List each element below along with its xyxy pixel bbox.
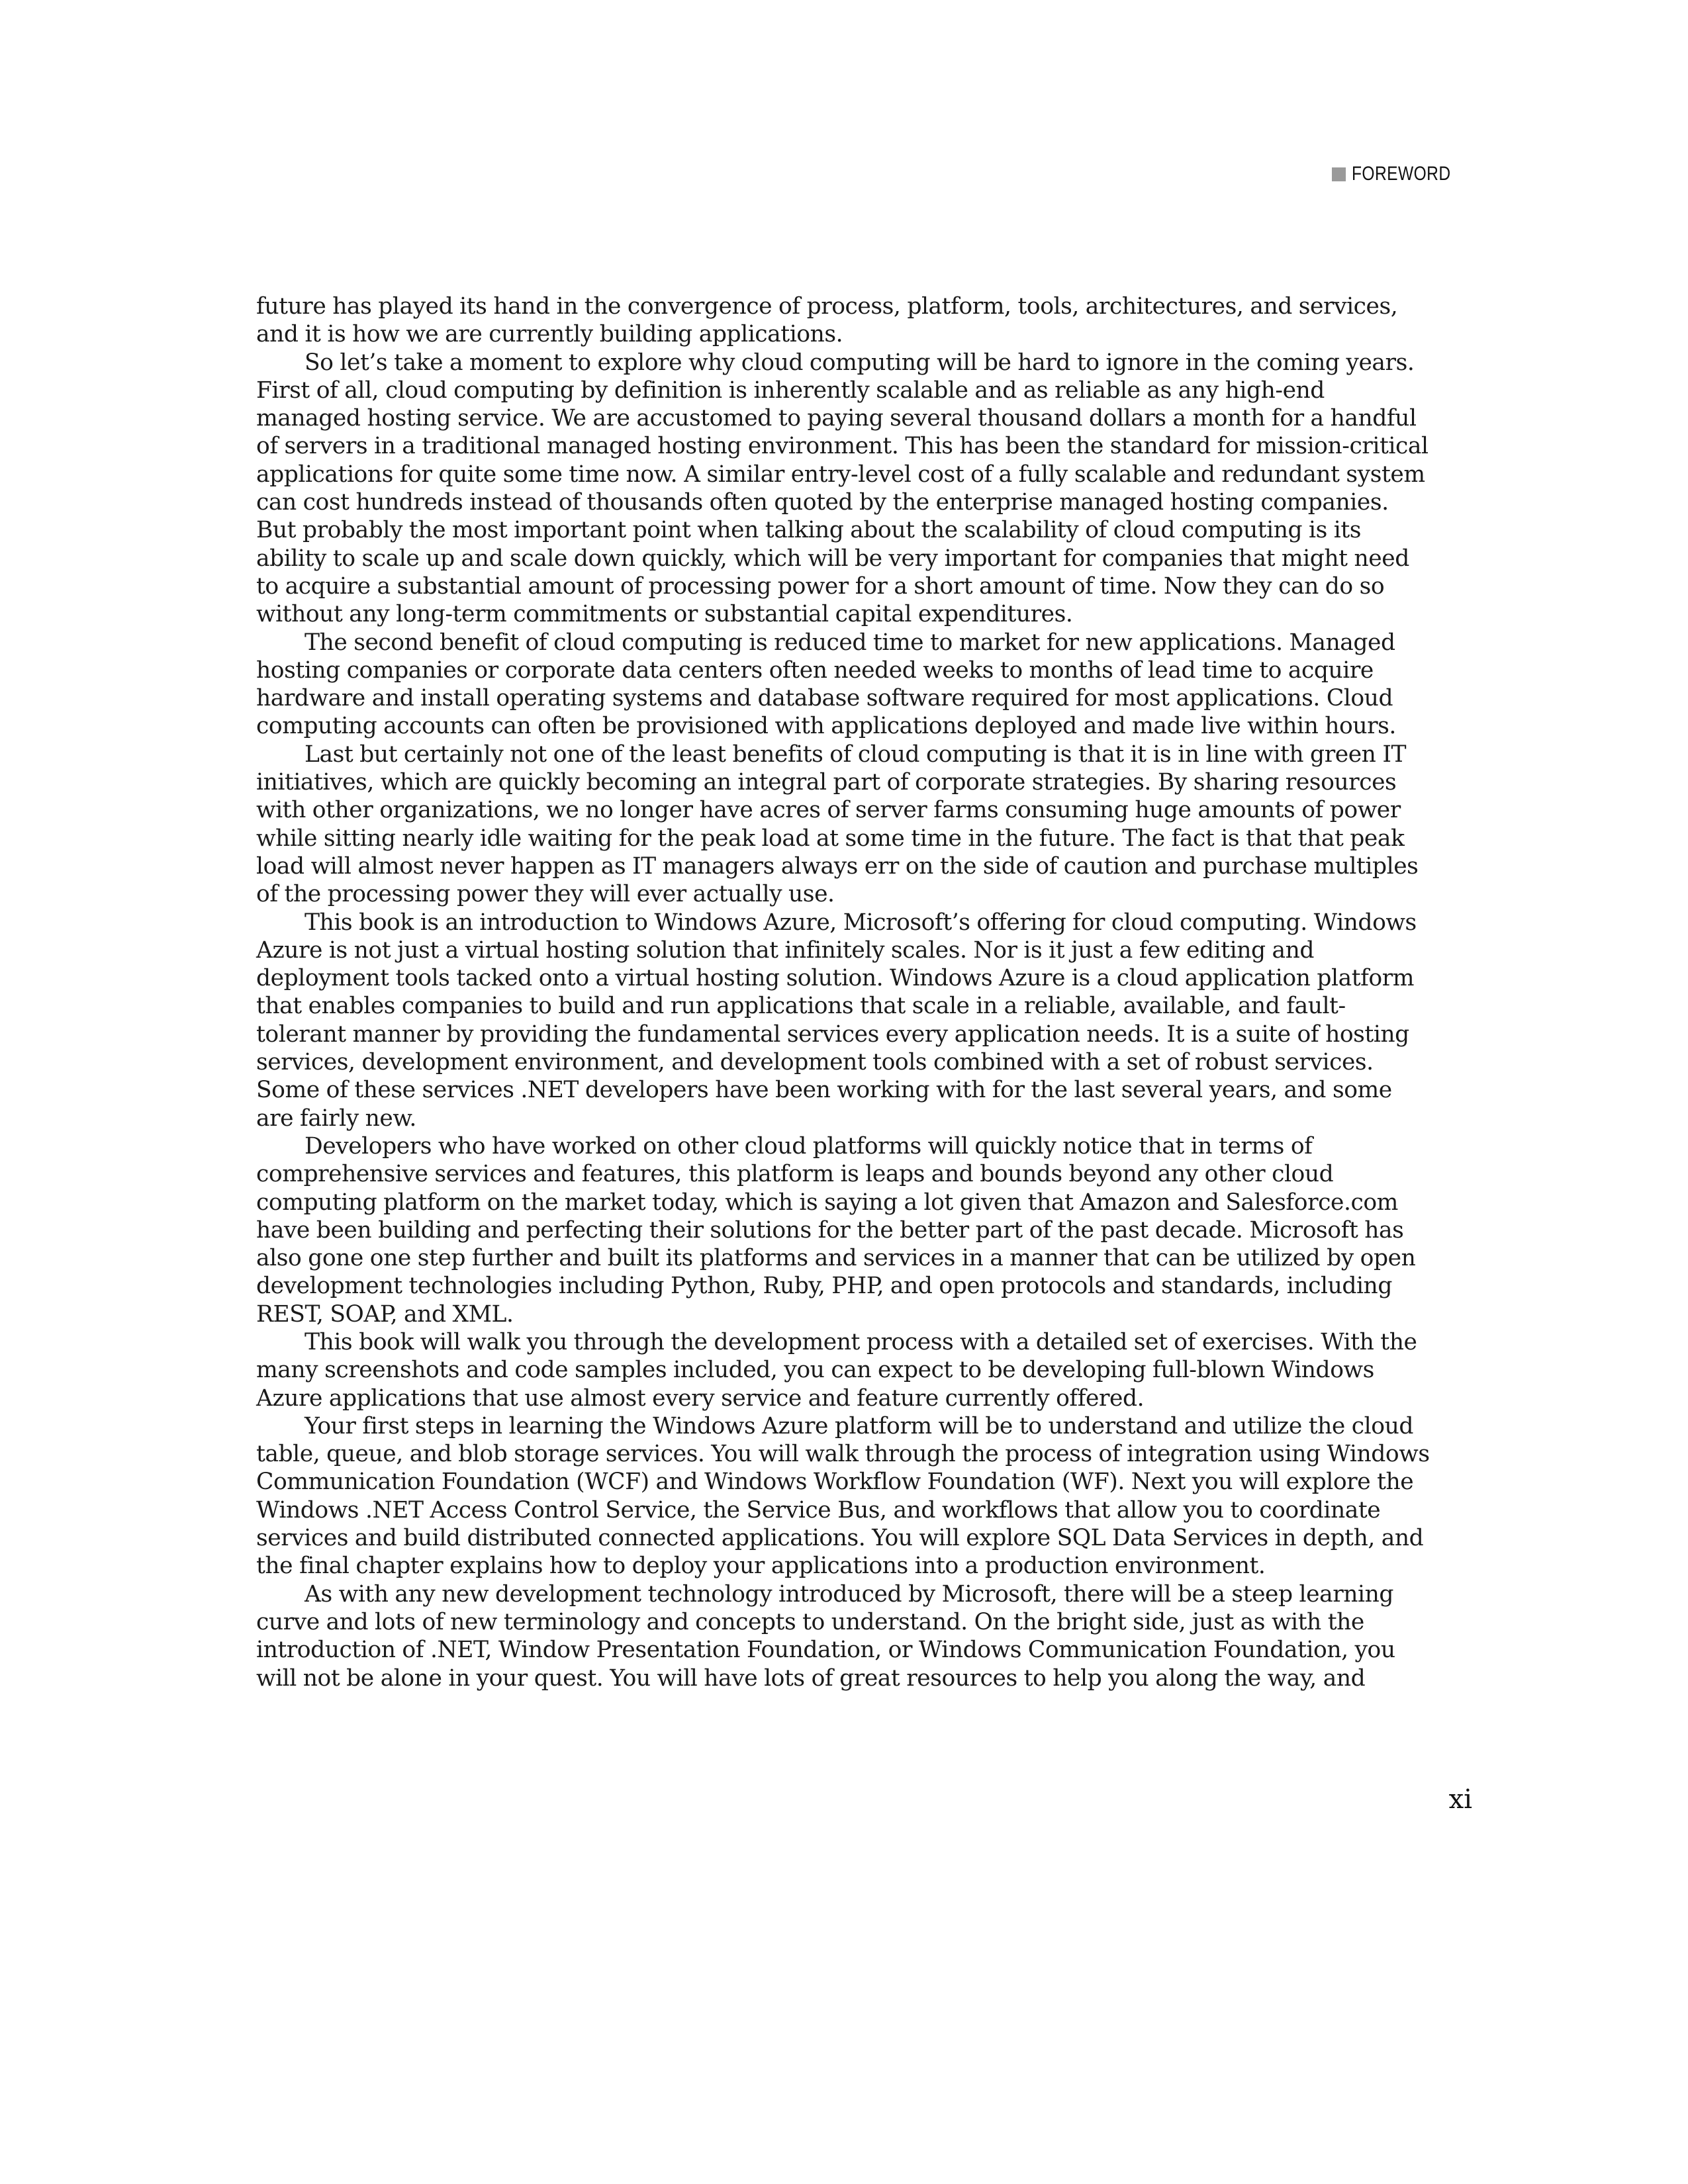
body-text	[256, 293, 1433, 1692]
paragraph: So let’s take a moment to explore why cloud computing will be hard to ignore in the coming years. First of all, cloud computing by definition is inherently scalable and as reliable as any high-end managed hosting service. We are accustomed to paying several thousand dollars a month for a handful of servers in a traditional managed hosting environment. This has been the standard for mission-critical applications for quite some time now. A similar entry-level cost of a fully scalable and redundant system can cost hundreds instead of thousands often quoted by the enterprise managed hosting companies. But probably the most important point when talking about the scalability of cloud computing is its ability to scale up and scale down quickly, which will be very important for companies that might need to acquire a substantial amount of processing power for a short amount of time. Now they can do so without any long-term commitments or substantial capital expenditures.	[256, 349, 1429, 628]
paragraph: Last but certainly not one of the least benefits of cloud computing is that it is in line with green IT initiatives, which are quickly becoming an integral part of corporate strategies. By sharing resources with other organizations, we no longer have acres of server farms consuming huge amounts of power while sitting nearly idle waiting for the peak load at some time in the future. The fact is that that peak load will almost never happen as IT managers always err on the side of caution and purchase multiples of the processing power they will ever actually use.	[256, 741, 1419, 908]
page-number: xi	[1448, 1784, 1472, 1815]
paragraph: future has played its hand in the convergence of process, platform, tools, architectures, and services, and it is how we are currently building applications.	[256, 293, 1398, 348]
paragraph: Your first steps in learning the Windows Azure platform will be to understand and utilize the cloud table, queue, and blob storage services. You will walk through the process of integration using Windows Communication Foundation (WCF) and Windows Workflow Foundation (WF). Next you will explore the Windows .NET Access Control Service, the Service Bus, and workflows that allow you to coordinate services and build distributed connected applications. You will explore SQL Data Services in depth, and the final chapter explains how to deploy your applications into a production environment.	[256, 1412, 1430, 1580]
paragraph: This book is an introduction to Windows Azure, Microsoft’s offering for cloud computing. Windows Azure is not just a virtual hosting solution that infinitely scales. Nor is it just a few editing and deployment tools tacked onto a virtual hosting solution. Windows Azure is a cloud application platform that enables companies to build and run applications that scale in a reliable, available, and fault-tolerant manner by providing the fundamental services every application needs. It is a suite of hosting services, development environment, and development tools combined with a set of robust services. Some of these services .NET developers have been working with for the last several years, and some are fairly new.	[256, 909, 1417, 1132]
paragraph: This book will walk you through the development process with a detailed set of exercises. With the many screenshots and code samples included, you can expect to be developing full-blown Windows Azure applications that use almost every service and feature currently offered.	[256, 1328, 1417, 1412]
paragraph: The second benefit of cloud computing is reduced time to market for new applications. Managed hosting companies or corporate data centers often needed weeks to months of lead time to acquire hardware and install operating systems and database software required for most applications. Cloud computing accounts can often be provisioned with applications deployed and made live within hours.	[256, 629, 1396, 740]
running-head-square-icon	[1332, 167, 1346, 181]
paragraph: Developers who have worked on other cloud platforms will quickly notice that in terms of comprehensive services and features, this platform is leaps and bounds beyond any other cloud computing platform on the market today, which is saying a lot given that Amazon and Salesforce.com have been building and perfecting their solutions for the better part of the past decade. Microsoft has also gone one step further and built its platforms and services in a manner that can be utilized by open development technologies including Python, Ruby, PHP, and open protocols and standards, including REST, SOAP, and XML.	[256, 1132, 1416, 1328]
running-head	[1332, 163, 1472, 185]
running-head-section: FOREWORD	[1351, 163, 1451, 185]
paragraph: As with any new development technology introduced by Microsoft, there will be a steep learning curve and lots of new terminology and concepts to understand. On the bright side, just as with the introduction of .NET, Window Presentation Foundation, or Windows Communication Foundation, you will not be alone in your quest. You will have lots of great resources to help you along the way, and	[256, 1580, 1395, 1692]
